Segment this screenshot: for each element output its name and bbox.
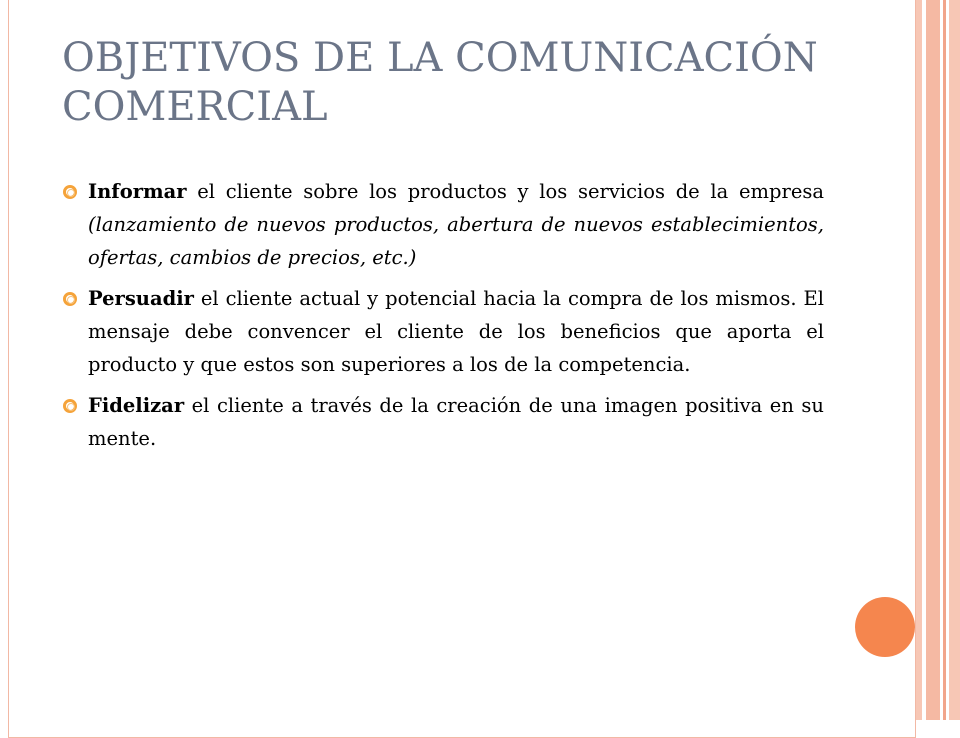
stripe [949,0,960,720]
bullet-list [62,175,824,463]
orange-circle-decoration [855,597,915,657]
decorative-stripes [916,0,960,720]
bullet-item-persuadir [62,282,824,381]
slide-title: OBJETIVOS DE LA COMUNICACIÓN COMERCIAL [62,35,818,130]
bullet-text: el cliente a través de la creación de una imagen positiva en su mente. [88,394,824,450]
bullet-text: el cliente sobre los productos y los servicios de la empresa [186,180,824,203]
bullet-keyword: Informar [88,180,187,203]
ring-bullet-icon [63,292,77,306]
bullet-item-fidelizar [62,389,824,455]
ring-bullet-icon [63,185,77,199]
bullet-keyword: Fidelizar [88,394,185,417]
bullet-text: el cliente actual y potencial hacia la compra de los mismos. El mensaje debe convencer el cliente de los beneficios que aporta el producto y que estos son superiores a los de la competencia. [88,287,824,376]
bullet-keyword: Persuadir [88,287,194,310]
bullet-italic-text: (lanzamiento de nuevos productos, abertura de nuevos establecimientos, ofertas, cambios de precios, etc.) [88,213,824,269]
bullet-item-informar [62,175,824,274]
stripe [926,0,940,720]
ring-bullet-icon [63,399,77,413]
